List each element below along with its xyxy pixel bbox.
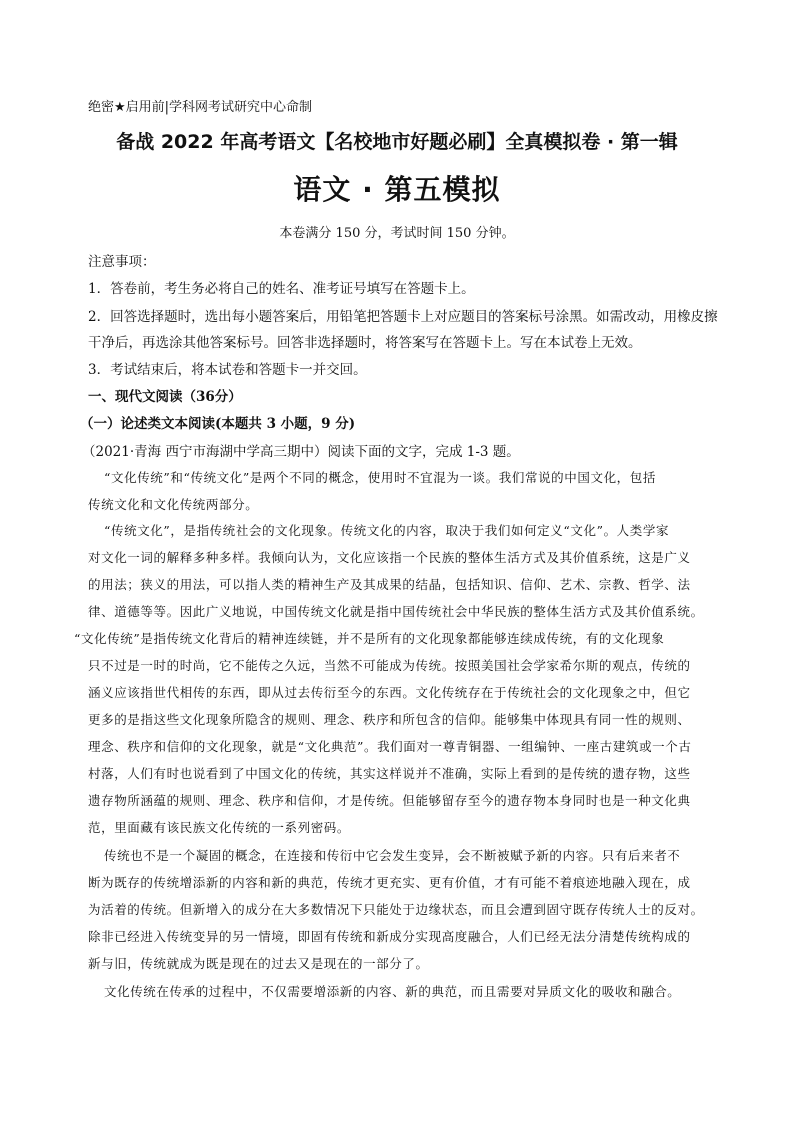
article-line: “文化传统”和“传统文化”是两个不同的概念，使用时不宜混为一谈。我们常说的中国文化，包括 bbox=[104, 470, 656, 485]
secret-label: 绝密★启用前|学科网考试研究中心命制 bbox=[88, 100, 313, 115]
article-line: 律、道德等等。因此广义地说，中国传统文化就是指中国传统社会中华民族的整体生活方式及其价值系统。 bbox=[88, 604, 704, 619]
article-line: 村落，人们有时也说看到了中国文化的传统，其实这样说并不准确，实际上看到的是传统的遗存物，这些 bbox=[88, 766, 691, 781]
note-item: 1．答卷前，考生务必将自己的姓名、准考证号填写在答题卡上。 bbox=[88, 281, 475, 297]
source-line: （2021·青海 西宁市海湖中学高三期中）阅读下面的文字，完成 1-3 题。 bbox=[82, 444, 520, 460]
section-subheading: （一）论述类文本阅读(本题共 3 小题，9 分) bbox=[80, 416, 356, 432]
series-title: 备战 2022 年高考语文【名校地市好题必刷】全真模拟卷 · 第一辑 bbox=[116, 131, 678, 153]
exam-info: 本卷满分 150 分，考试时间 150 分钟。 bbox=[279, 226, 515, 241]
note-item: 2．回答选择题时，选出每小题答案后，用铅笔把答题卡上对应题目的答案标号涂黑。如需改动，用橡皮擦 bbox=[88, 309, 718, 325]
article-line: 更多的是指这些文化现象所隐含的规则、理念、秩序和所包含的信仰。能够集中体现具有同一性的规则、 bbox=[88, 712, 691, 727]
section-heading: 一、现代文阅读（36分） bbox=[88, 389, 242, 405]
article-line: 断为既存的传统增添新的内容和新的典范，传统才更充实、更有价值，才有可能不着痕迹地融入现在，成 bbox=[88, 875, 691, 890]
article-line: 传统也不是一个凝固的概念，在连接和传衍中它会发生变异，会不断被赋予新的内容。只有后来者不 bbox=[104, 848, 681, 863]
article-line: 范，里面藏有该民族文化传统的一系列密码。 bbox=[88, 820, 351, 835]
article-line: 文化传统在传承的过程中，不仅需要增添新的内容、新的典范，而且需要对异质文化的吸收和融合。 bbox=[104, 984, 681, 999]
article-line: 的用法；狭义的用法，可以指人类的精神生产及其成果的结晶，包括知识、信仰、艺术、宗教、哲学、法 bbox=[88, 577, 691, 592]
article-line: 新与旧，传统就成为既是现在的过去又是现在的一部分了。 bbox=[88, 956, 429, 971]
article-line: “文化传统”是指传统文化背后的精神连续链，并不是所有的文化现象都能够连续成传统，有的文化现象 bbox=[74, 631, 665, 646]
article-line: 传统文化和文化传统两部分。 bbox=[88, 497, 259, 512]
note-item: 3．考试结束后，将本试卷和答题卡一并交回。 bbox=[88, 362, 367, 378]
notes-heading: 注意事项： bbox=[88, 254, 156, 270]
article-line: 理念、秩序和信仰的文化现象，就是“文化典范”。我们面对一尊青铜器、一组编钟、一座古建筑或一个古 bbox=[88, 739, 692, 754]
article-line: 为活着的传统。但新增入的成分在大多数情况下只能处于边缘状态，而且会遭到固守既存传统人士的反对。 bbox=[88, 902, 704, 917]
exam-title: 语文 · 第五模拟 bbox=[293, 173, 501, 206]
article-line: 对文化一词的解释多种多样。我倾向认为，文化应该指一个民族的整体生活方式及其价值系统，这是广义 bbox=[88, 550, 691, 565]
article-line: 遗存物所涵蕴的规则、理念、秩序和信仰，才是传统。但能够留存至今的遗存物本身同时也是一种文化典 bbox=[88, 793, 691, 808]
note-item: 干净后，再选涂其他答案标号。回答非选择题时，将答案写在答题卡上。写在本试卷上无效。 bbox=[88, 335, 642, 351]
article-line: 涵义应该指世代相传的东西，即从过去传衍至今的东西。文化传统存在于传统社会的文化现象之中，但它 bbox=[88, 685, 691, 700]
article-line: 只不过是一时的时尚，它不能传之久远，当然不可能成为传统。按照美国社会学家希尔斯的观点，传统的 bbox=[88, 658, 691, 673]
article-line: “传统文化”，是指传统社会的文化现象。传统文化的内容，取决于我们如何定义“文化”。人类学家 bbox=[104, 523, 670, 538]
article-line: 除非已经进入传统变异的另一情境，即固有传统和新成分实现高度融合，人们已经无法分清楚传统构成的 bbox=[88, 929, 691, 944]
